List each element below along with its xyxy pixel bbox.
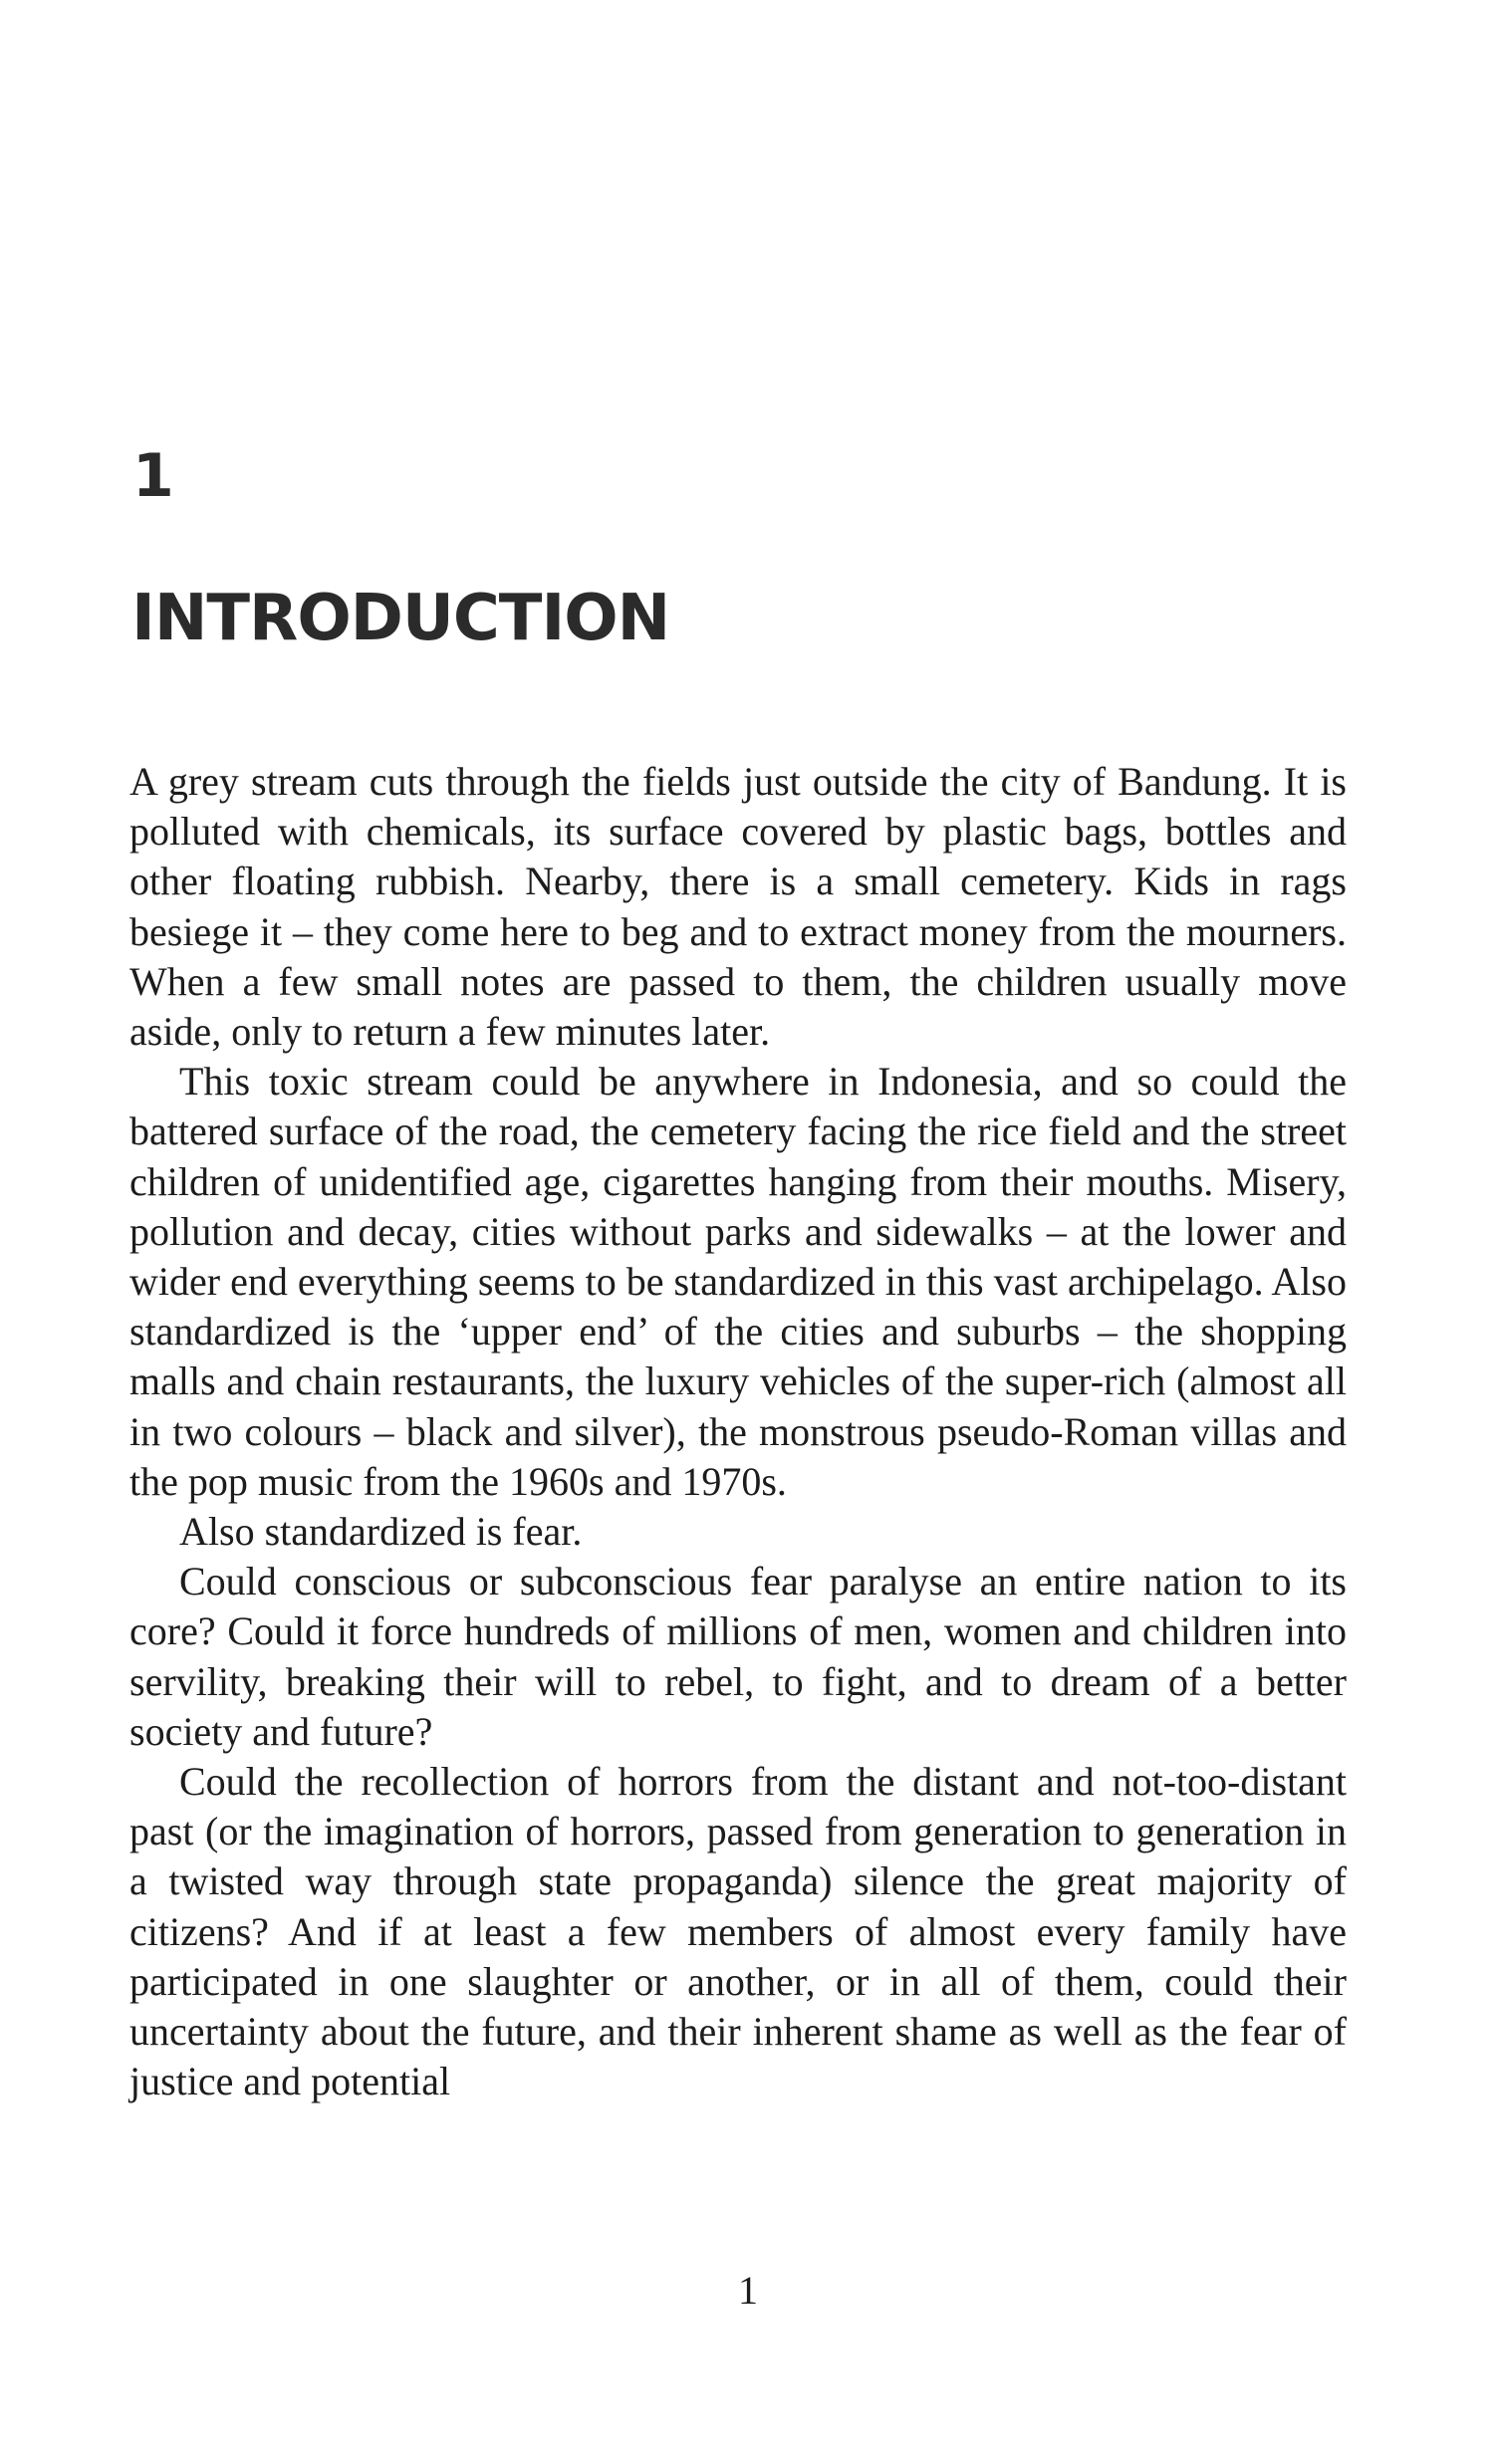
paragraph: A grey stream cuts through the fields just outside the city of Bandung. It is polluted with chemicals, its surface covered by plastic bags, bottles and other floating rubbish. Nearby, there is a small cemetery. Kids in rags besiege it – they come here to beg and to extract money from the mourners. When a few small notes are passed to them, the children usually move aside, only to return a few minutes later. <box>129 759 1347 1055</box>
paragraph: Could conscious or subconscious fear paralyse an entire nation to its core? Could it force hundreds of millions of men, women and children into servility, breaking their will to rebel, to fight, and to dream of a better society and future? <box>129 1559 1347 1754</box>
body-text <box>129 757 1347 2106</box>
paragraph: This toxic stream could be anywhere in Indonesia, and so could the battered surface of the road, the cemetery facing the rice field and the street children of unidentified age, cigarettes hanging from their mouths. Misery, pollution and decay, cities without parks and sidewalks – at the lower and wider end everything seems to be standardized in this vast archipelago. Also standardized is the ‘upper end’ of the cities and suburbs – the shopping malls and chain restaurants, the luxury vehicles of the super-rich (almost all in two colours – black and silver), the monstrous pseudo-Roman villas and the pop music from the 1960s and 1970s. <box>129 1059 1347 1504</box>
page-number: 1 <box>738 2268 758 2313</box>
chapter-title: INTRODUCTION <box>131 582 670 655</box>
paragraph: Could the recollection of horrors from the distant and not-too-distant past (or the imagination of horrors, passed from generation to generation in a twisted way through state propaganda) silence the great majority of citizens? And if at least a few members of almost every family have participated in one slaughter or another, or in all of them, could their uncertainty about the future, and their inherent shame as well as the fear of justice and potential <box>129 1759 1347 2104</box>
paragraph: Also standardized is fear. <box>179 1509 583 1555</box>
chapter-number: 1 <box>132 441 174 511</box>
